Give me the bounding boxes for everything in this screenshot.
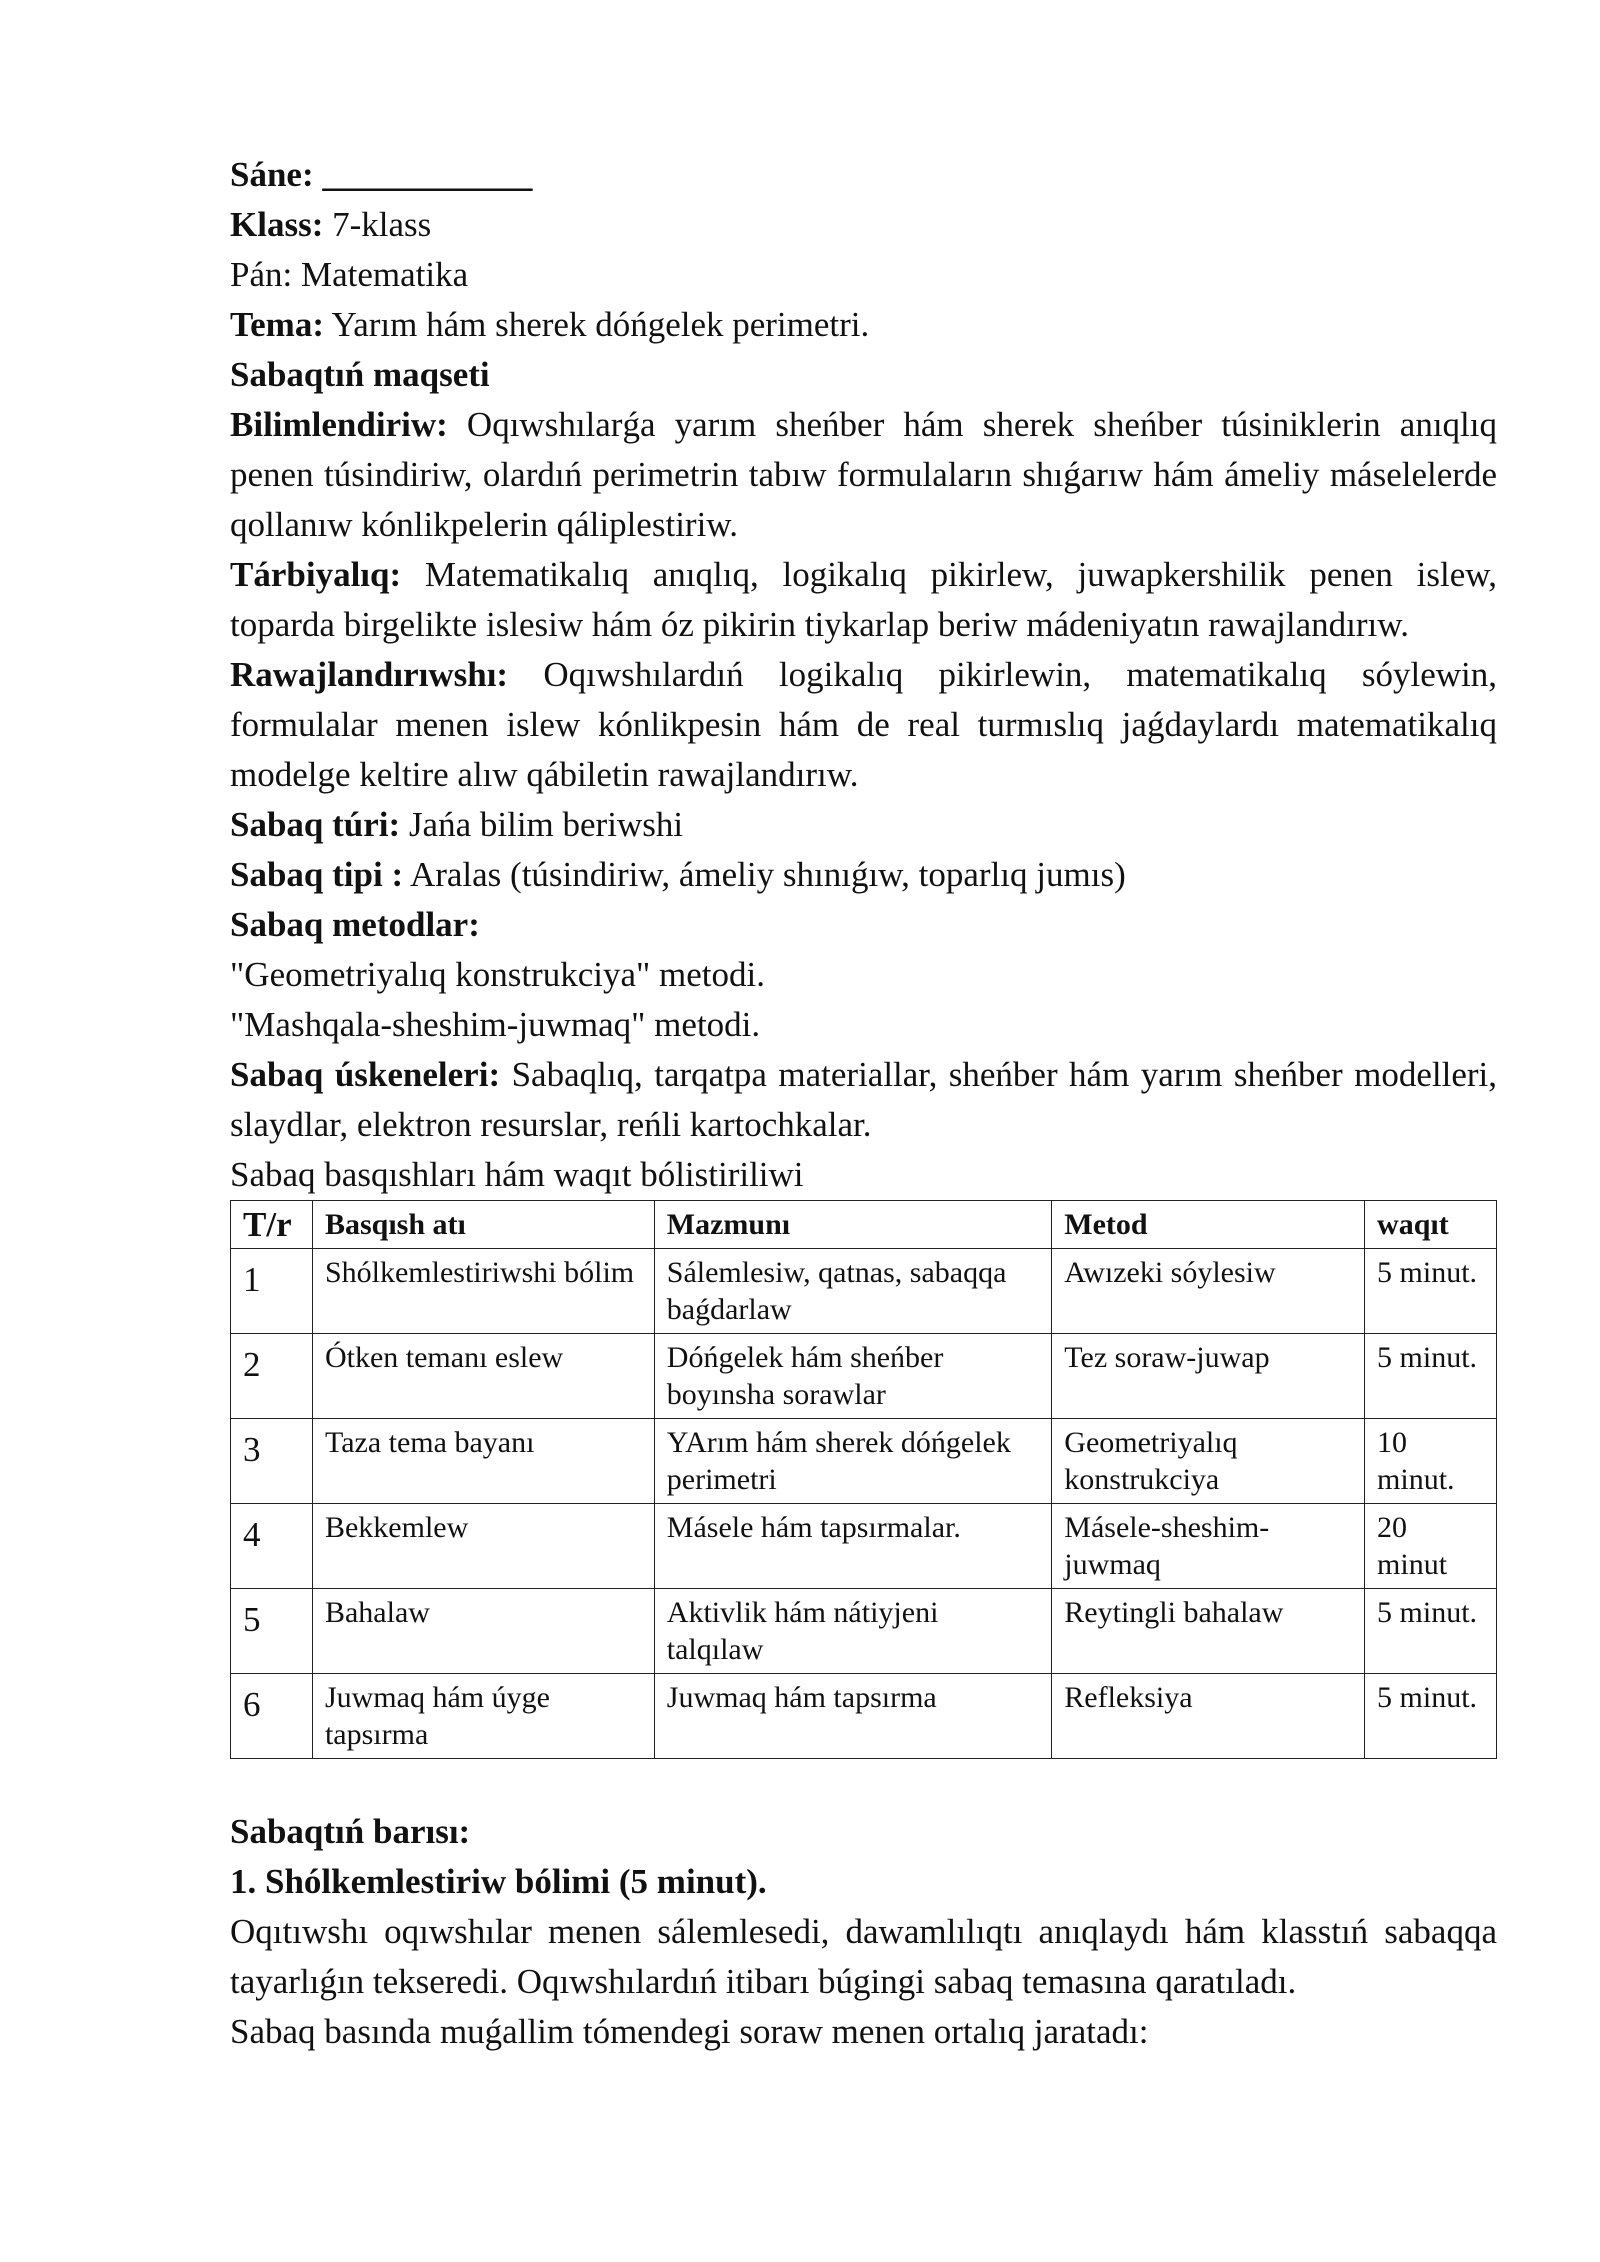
equipment-label: Sabaq úskeneleri: — [230, 1055, 501, 1094]
spacer — [230, 1759, 1497, 1807]
row-time: 20 minut — [1365, 1504, 1497, 1589]
goals-heading — [230, 350, 1497, 400]
developing-goal — [230, 650, 1497, 800]
course-heading-text: Sabaqtıń barısı: — [230, 1812, 471, 1851]
row-content: YArım hám sherek dóńgelek perimetri — [654, 1419, 1052, 1504]
class-label: Klass: — [230, 205, 324, 244]
header-stage: Basqısh atı — [312, 1201, 654, 1249]
header-time: waqıt — [1365, 1201, 1497, 1249]
row-stage: Bahalaw — [312, 1589, 654, 1674]
section-1-heading-text: 1. Shólkemlestiriw bólimi (5 minut). — [230, 1862, 767, 1901]
developing-text: Oqıwshılardıń logikalıq pikirlewin, matematikalıq sóylewin, formulalar menen islew kónlikpesin hám de real turmıslıq jaǵdaylardı matematikalıq modelge keltire alıw qábiletin rawajlandırıw. — [230, 655, 1498, 794]
table-row — [231, 1674, 1497, 1759]
row-content: Másele hám tapsırmalar. — [654, 1504, 1052, 1589]
upbringing-goal — [230, 550, 1497, 650]
row-content: Aktivlik hám nátiyjeni talqılaw — [654, 1589, 1052, 1674]
lesson-stages-table — [230, 1200, 1497, 1759]
table-row — [231, 1419, 1497, 1504]
educational-text: Oqıwshılarǵa yarım sheńber hám sherek sheńber túsiniklerin anıqlıq penen túsindiriw, olardıń perimetrin tabıw formulaların shıǵarıw hám ámeliy máselelerde qollanıw kónlikpelerin qáliplestiriw. — [230, 405, 1498, 544]
table-header-row — [231, 1201, 1497, 1249]
row-stage: Bekkemlew — [312, 1504, 654, 1589]
row-content: Juwmaq hám tapsırma — [654, 1674, 1052, 1759]
row-time: 5 minut. — [1365, 1674, 1497, 1759]
methods-label: Sabaq metodlar: — [230, 905, 480, 944]
table-row — [231, 1334, 1497, 1419]
row-number: 3 — [231, 1419, 313, 1504]
lesson-kind — [230, 800, 1497, 850]
document-page — [230, 150, 1497, 2057]
method-1: "Geometriyalıq konstrukciya" metodi. — [230, 955, 765, 994]
date-label: Sáne: — [230, 155, 314, 194]
subject-line: Pán: Matematika — [230, 255, 469, 294]
topic-line — [230, 300, 1497, 350]
header-number: T/r — [231, 1201, 313, 1249]
topic-value: Yarım hám sherek dóńgelek perimetri. — [331, 305, 870, 344]
developing-label: Rawajlandırıwshı: — [230, 655, 509, 694]
lesson-type — [230, 850, 1497, 900]
row-stage: Juwmaq hám úyge tapsırma — [312, 1674, 654, 1759]
row-number: 2 — [231, 1334, 313, 1419]
row-method: Refleksiya — [1052, 1674, 1365, 1759]
paragraph-1: Oqıtıwshı oqıwshılar menen sálemlesedi, dawamlılıqtı anıqlaydı hám klasstıń sabaqqa tayarlıǵın tekseredi. Oqıwshılardıń itibarı búgingi sabaq temasına qaratıladı. — [230, 1912, 1497, 2001]
row-time: 10 minut. — [1365, 1419, 1497, 1504]
row-method: Geometriyalıq konstrukciya — [1052, 1419, 1365, 1504]
methods-heading — [230, 900, 1497, 950]
date-line — [230, 150, 1497, 200]
lesson-type-value: Aralas (túsindiriw, ámeliy shınıǵıw, toparlıq jumıs) — [409, 855, 1126, 894]
row-number: 4 — [231, 1504, 313, 1589]
educational-goal — [230, 400, 1497, 550]
class-value: 7-klass — [332, 205, 432, 244]
header-method: Metod — [1052, 1201, 1365, 1249]
course-heading — [230, 1807, 1497, 1857]
row-number: 1 — [231, 1249, 313, 1334]
paragraph-2: Sabaq basında muǵallim tómendegi soraw menen ortalıq jaratadı: — [230, 2012, 1149, 2051]
row-stage: Taza tema bayanı — [312, 1419, 654, 1504]
method-2: "Mashqala-sheshim-juwmaq" metodi. — [230, 1005, 761, 1044]
row-stage: Shólkemlestiriwshi bólim — [312, 1249, 654, 1334]
row-content: Sálemlesiw, qatnas, sabaqqa baǵdarlaw — [654, 1249, 1052, 1334]
row-method: Tez soraw-juwap — [1052, 1334, 1365, 1419]
lesson-kind-value: Jańa bilim beriwshi — [408, 805, 684, 844]
row-stage: Ótken temanı eslew — [312, 1334, 654, 1419]
topic-label: Tema: — [230, 305, 324, 344]
table-row — [231, 1504, 1497, 1589]
class-line — [230, 200, 1497, 250]
header-content: Mazmunı — [654, 1201, 1052, 1249]
upbringing-text: Matematikalıq anıqlıq, logikalıq pikirlew, juwapkershilik penen islew, toparda birgelikte islesiw hám óz pikirin tiykarlap beriw mádeniyatın rawajlandırıw. — [230, 555, 1497, 644]
section-1-heading — [230, 1857, 1497, 1907]
table-row — [231, 1249, 1497, 1334]
row-time: 5 minut. — [1365, 1249, 1497, 1334]
table-row — [231, 1589, 1497, 1674]
lesson-kind-label: Sabaq túri: — [230, 805, 401, 844]
row-time: 5 minut. — [1365, 1589, 1497, 1674]
equipment-text: Sabaqlıq, tarqatpa materiallar, sheńber hám yarım sheńber modelleri, slaydlar, elektron resurslar, reńli kartochkalar. — [230, 1055, 1498, 1144]
row-number: 6 — [231, 1674, 313, 1759]
row-number: 5 — [231, 1589, 313, 1674]
upbringing-label: Tárbiyalıq: — [230, 555, 402, 594]
row-method: Reytingli bahalaw — [1052, 1589, 1365, 1674]
stages-caption: Sabaq basqıshları hám waqıt bólistiriliwi — [230, 1155, 804, 1194]
goals-heading-text: Sabaqtıń maqseti — [230, 355, 490, 394]
row-content: Dóńgelek hám sheńber boyınsha sorawlar — [654, 1334, 1052, 1419]
row-method: Másele-sheshim-juwmaq — [1052, 1504, 1365, 1589]
date-value: ____________ — [322, 155, 533, 194]
lesson-type-label: Sabaq tipi : — [230, 855, 404, 894]
educational-label: Bilimlendiriw: — [230, 405, 448, 444]
row-time: 5 minut. — [1365, 1334, 1497, 1419]
row-method: Awızeki sóylesiw — [1052, 1249, 1365, 1334]
equipment — [230, 1050, 1497, 1150]
